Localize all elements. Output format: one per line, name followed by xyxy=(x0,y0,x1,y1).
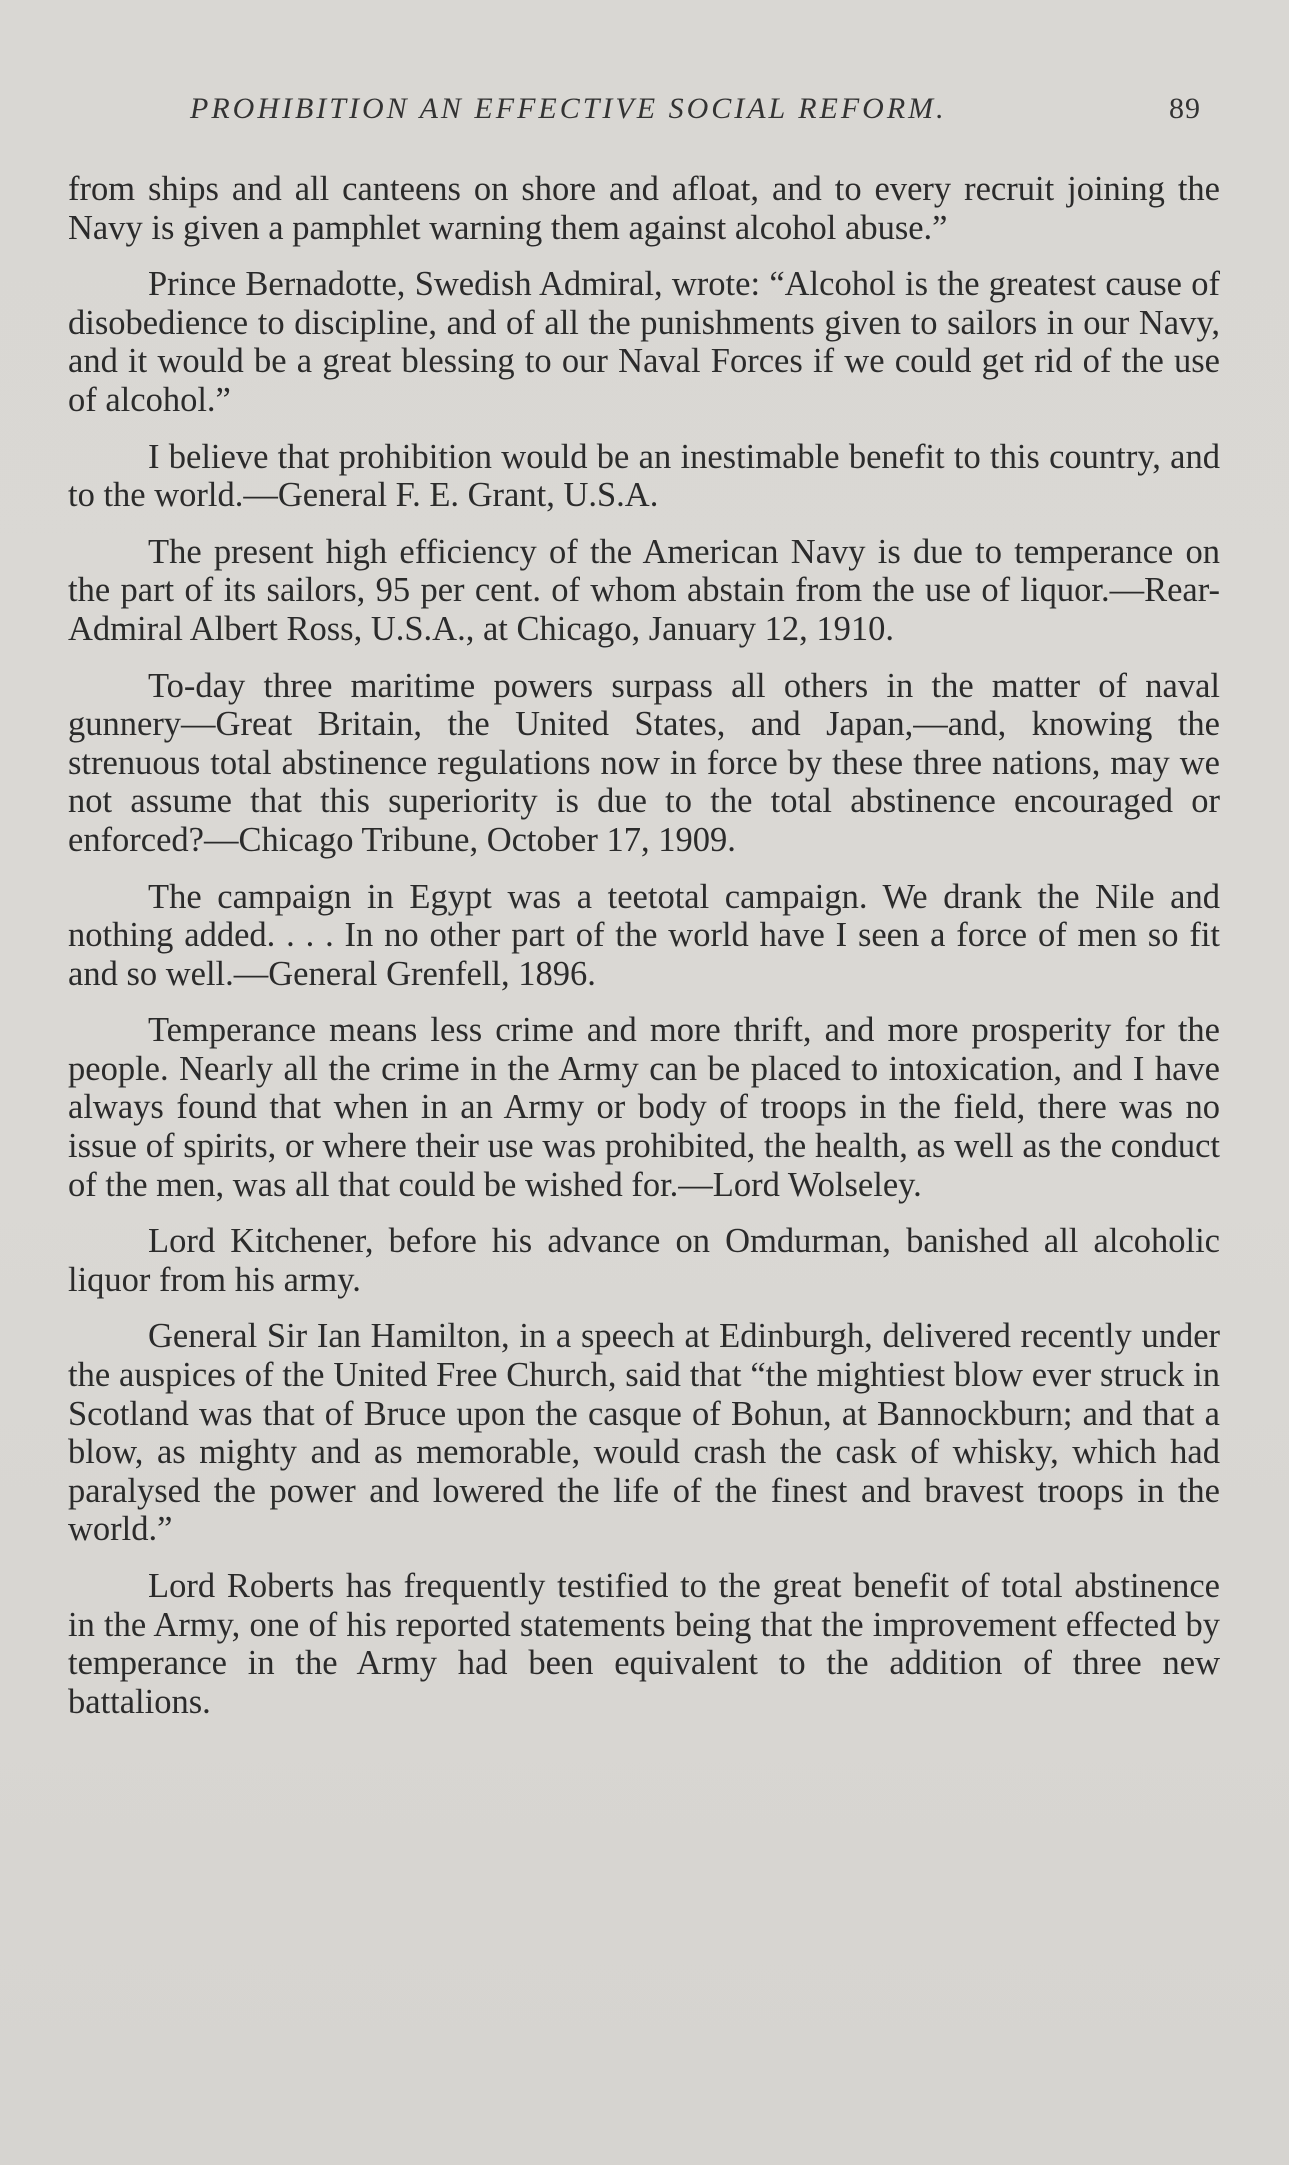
page-number: 89 xyxy=(1169,92,1201,125)
paragraph-hamilton: General Sir Ian Hamilton, in a speech at Edinburgh, delivered recently under the auspices of the United Free Church, said that “the mightiest blow ever struck in Scotland was that of Bruce upon the casque of Bohun, at Bannockburn; and that a blow, as mighty and as memorable, would crash the cask of whisky, which had paralysed the power and lowered the life of the finest and bravest troops in the world.” xyxy=(68,1317,1220,1549)
body-text xyxy=(68,170,1220,1739)
running-title: PROHIBITION AN EFFECTIVE SOCIAL REFORM. xyxy=(190,92,947,125)
paragraph-ross: The present high efficiency of the American Navy is due to temperance on the part of its sailors, 95 per cent. of whom abstain from the use of liquor.—Rear-Admiral Albert Ross, U.S.A., at Chicago, January 12, 1910. xyxy=(68,532,1220,648)
paragraph-kitchener: Lord Kitchener, before his advance on Omdurman, banished all alcoholic liquor from his army. xyxy=(68,1222,1220,1299)
paragraph-bernadotte: Prince Bernadotte, Swedish Admiral, wrote: “Alcohol is the greatest cause of disobedience to discipline, and of all the punishments given to sailors in our Navy, and it would be a great blessing to our Naval Forces if we could get rid of the use of alcohol.” xyxy=(68,265,1220,419)
paragraph-continuation: from ships and all canteens on shore and afloat, and to every recruit joining the Navy is given a pamphlet warning them against alcohol abuse.” xyxy=(68,170,1220,247)
paragraph-chicago-tribune: To-day three maritime powers surpass all others in the matter of naval gunnery—Great Britain, the United States, and Japan,—and, knowing the strenuous total abstinence regulations now in force by these three nations, may we not assume that this superiority is due to the total abstinence encouraged or enforced?—Chicago Tribune, October 17, 1909. xyxy=(68,666,1220,859)
paragraph-wolseley: Temperance means less crime and more thrift, and more prosperity for the people. Nearly all the crime in the Army can be placed to intoxication, and I have always found that when in an Army or body of troops in the field, there was no issue of spirits, or where their use was prohibited, the health, as well as the conduct of the men, was all that could be wished for.—Lord Wolseley. xyxy=(68,1011,1220,1204)
paragraph-grenfell: The campaign in Egypt was a teetotal campaign. We drank the Nile and nothing added. . . . In no other part of the world have I seen a force of men so fit and so well.—General Grenfell, 1896. xyxy=(68,877,1220,993)
paragraph-roberts: Lord Roberts has frequently testified to the great benefit of total abstinence in the Army, one of his reported statements being that the improvement effected by temperance in the Army had been equivalent to the addition of three new battalions. xyxy=(68,1567,1220,1721)
paragraph-grant: I believe that prohibition would be an inestimable benefit to this country, and to the world.—General F. E. Grant, U.S.A. xyxy=(68,437,1220,515)
running-header xyxy=(190,92,1201,142)
